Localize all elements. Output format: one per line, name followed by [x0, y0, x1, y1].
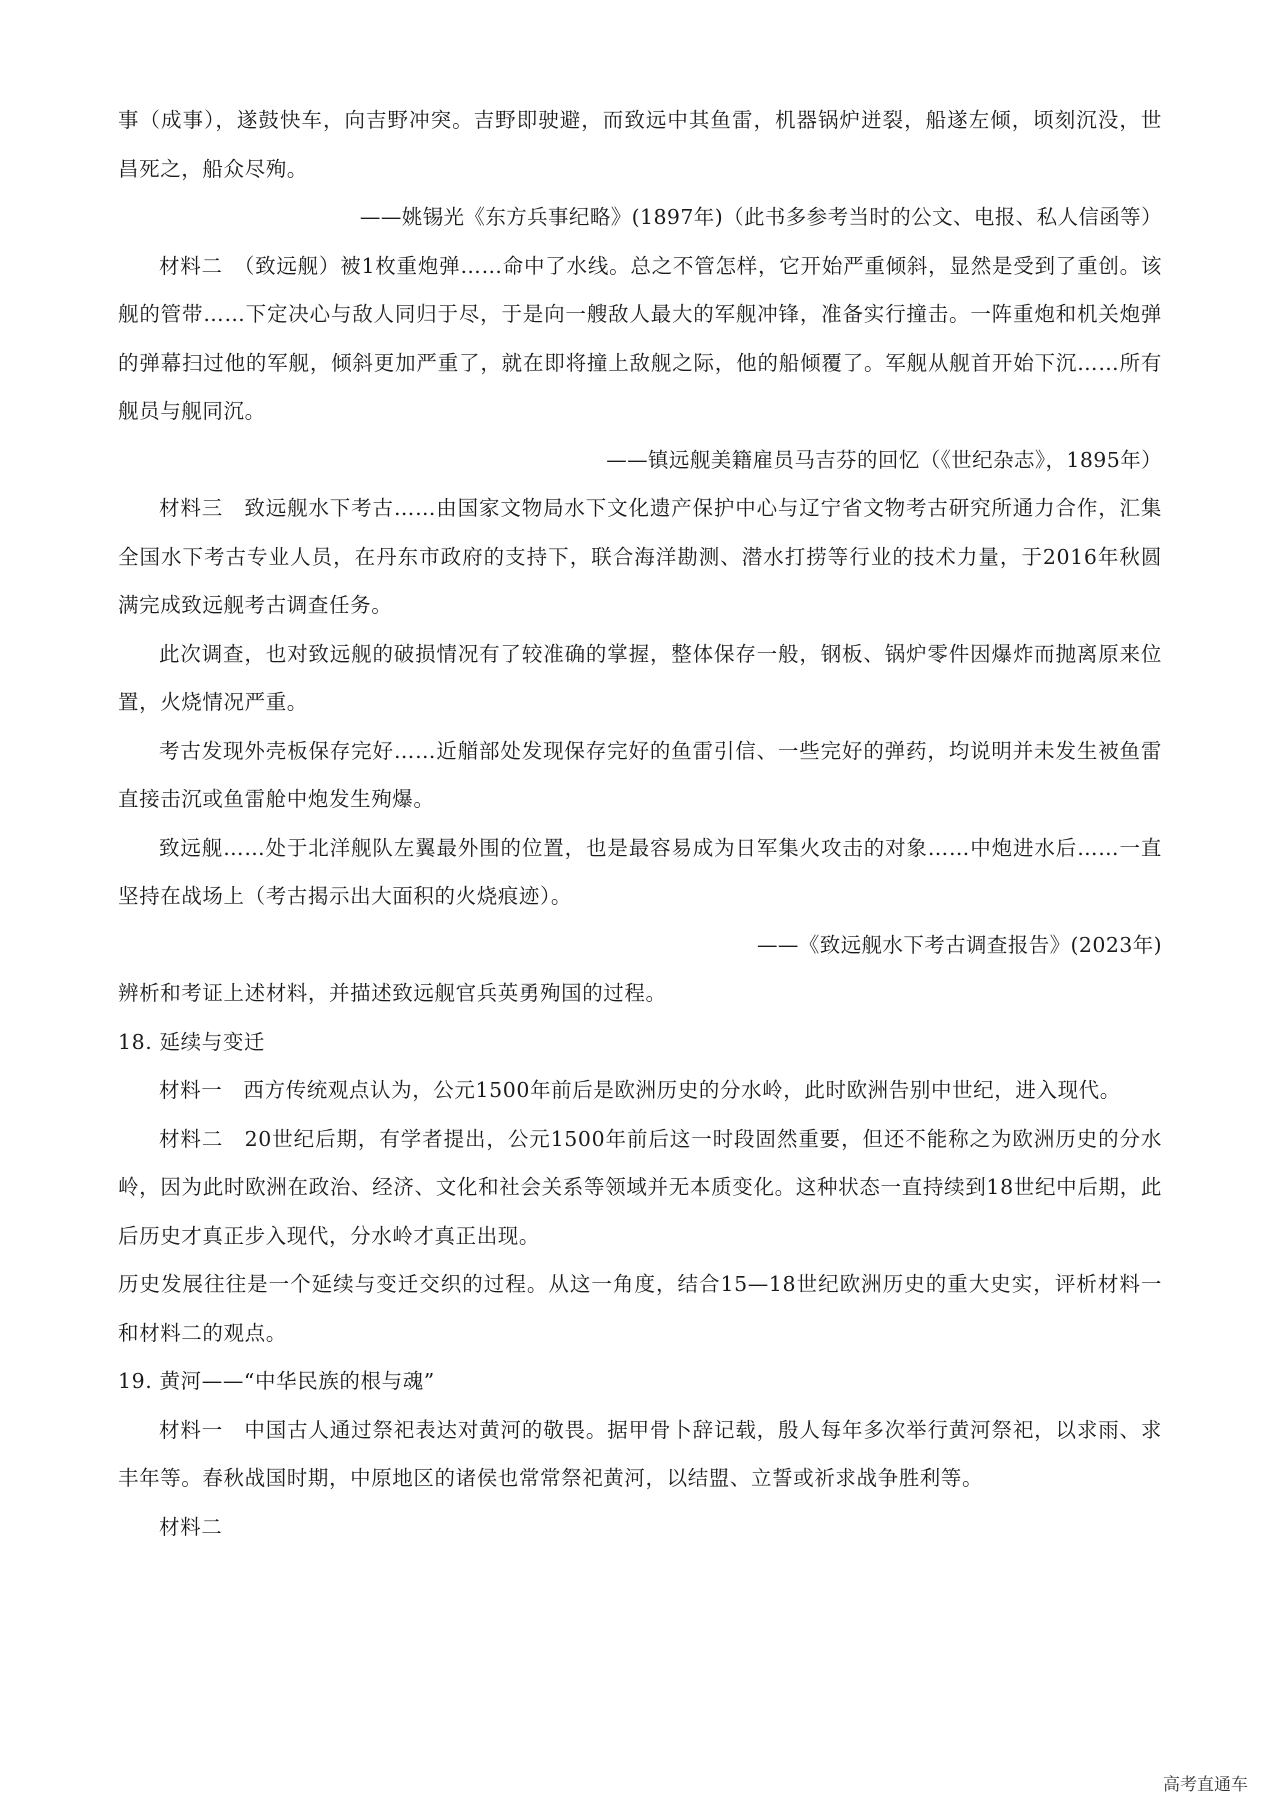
- document-body: [118, 96, 1162, 1551]
- question-19-heading: 19. 黄河——“中华民族的根与魂”: [118, 1369, 435, 1393]
- question-17-prompt: 辨析和考证上述材料，并描述致远舰官兵英勇殉国的过程。: [118, 981, 667, 1005]
- paragraph-survey-damage: 此次调查，也对致远舰的破损情况有了较准确的掌握，整体保存一般，钢板、锅炉零件因爆炸而抛离原来位置，火烧情况严重。: [118, 641, 1162, 714]
- question-18-prompt: 历史发展往往是一个延续与变迁交织的过程。从这一角度，结合15—18世纪欧洲历史的重大史实，评析材料一和材料二的观点。: [118, 1272, 1162, 1345]
- question-18-material-one: 材料一 西方传统观点认为，公元1500年前后是欧洲历史的分水岭，此时欧洲告别中世纪，进入现代。: [159, 1078, 1121, 1102]
- question-18-material-two: 材料二 20世纪后期，有学者提出，公元1500年前后这一时段固然重要，但还不能称之为欧洲历史的分水岭，因为此时欧洲在政治、经济、文化和社会关系等领域并无本质变化。这种状态一直持续到18世纪中后期，此后历史才真正步入现代，分水岭才真正出现。: [118, 1126, 1162, 1248]
- question-19-material-one: 材料一 中国古人通过祭祀表达对黄河的敬畏。据甲骨卜辞记载，殷人每年多次举行黄河祭祀，以求雨、求丰年等。春秋战国时期，中原地区的诸侯也常常祭祀黄河，以结盟、立誓或祈求战争胜利等。: [118, 1417, 1162, 1490]
- paragraph-hull-findings: 考古发现外壳板保存完好……近艏部处发现保存完好的鱼雷引信、一些完好的弹药，均说明并未发生被鱼雷直接击沉或鱼雷舱中炮发生殉爆。: [118, 738, 1162, 811]
- citation-archaeology-report: ——《致远舰水下考古调查报告》(2023年): [757, 932, 1162, 957]
- citation-mcgiffin: ——镇远舰美籍雇员马吉芬的回忆（《世纪杂志》，1895年）: [606, 447, 1162, 472]
- paragraph-material-two: 材料二 （致远舰）被1枚重炮弹……命中了水线。总之不管怎样，它开始严重倾斜，显然是受到了重创。该舰的管带……下定决心与敌人同归于尽，于是向一艘敌人最大的军舰冲锋，准备实行撞击。一阵重炮和机关炮弹的弹幕扫过他的军舰，倾斜更加严重了，就在即将撞上敌舰之际，他的船倾覆了。军舰从舰首开始下沉……所有舰员与舰同沉。: [118, 253, 1162, 423]
- paragraph-material-three: 材料三 致远舰水下考古……由国家文物局水下文化遗产保护中心与辽宁省文物考古研究所通力合作，汇集全国水下考古专业人员，在丹东市政府的支持下，联合海洋勘测、潜水打捞等行业的技术力量，于2016年秋圆满完成致远舰考古调查任务。: [118, 496, 1162, 617]
- question-19-material-two-label: 材料二: [159, 1514, 223, 1539]
- question-18-heading: 18. 延续与变迁: [118, 1029, 266, 1054]
- paragraph-fleet-position: 致远舰……处于北洋舰队左翼最外围的位置，也是最容易成为日军集火攻击的对象……中炮进水后……一直坚持在战场上（考古揭示出大面积的火烧痕迹）。: [118, 835, 1162, 908]
- citation-yao-xiguang: ——姚锡光《东方兵事纪略》(1897年)（此书多参考当时的公文、电报、私人信函等）: [359, 205, 1162, 229]
- footer-watermark: 高考直通车: [1163, 1775, 1248, 1795]
- paragraph-material-one-end: 事（成事），遂鼓快车，向吉野冲突。吉野即驶避，而致远中其鱼雷，机器锅炉迸裂，船遂左倾，顷刻沉没，世昌死之，船众尽殉。: [118, 108, 1162, 181]
